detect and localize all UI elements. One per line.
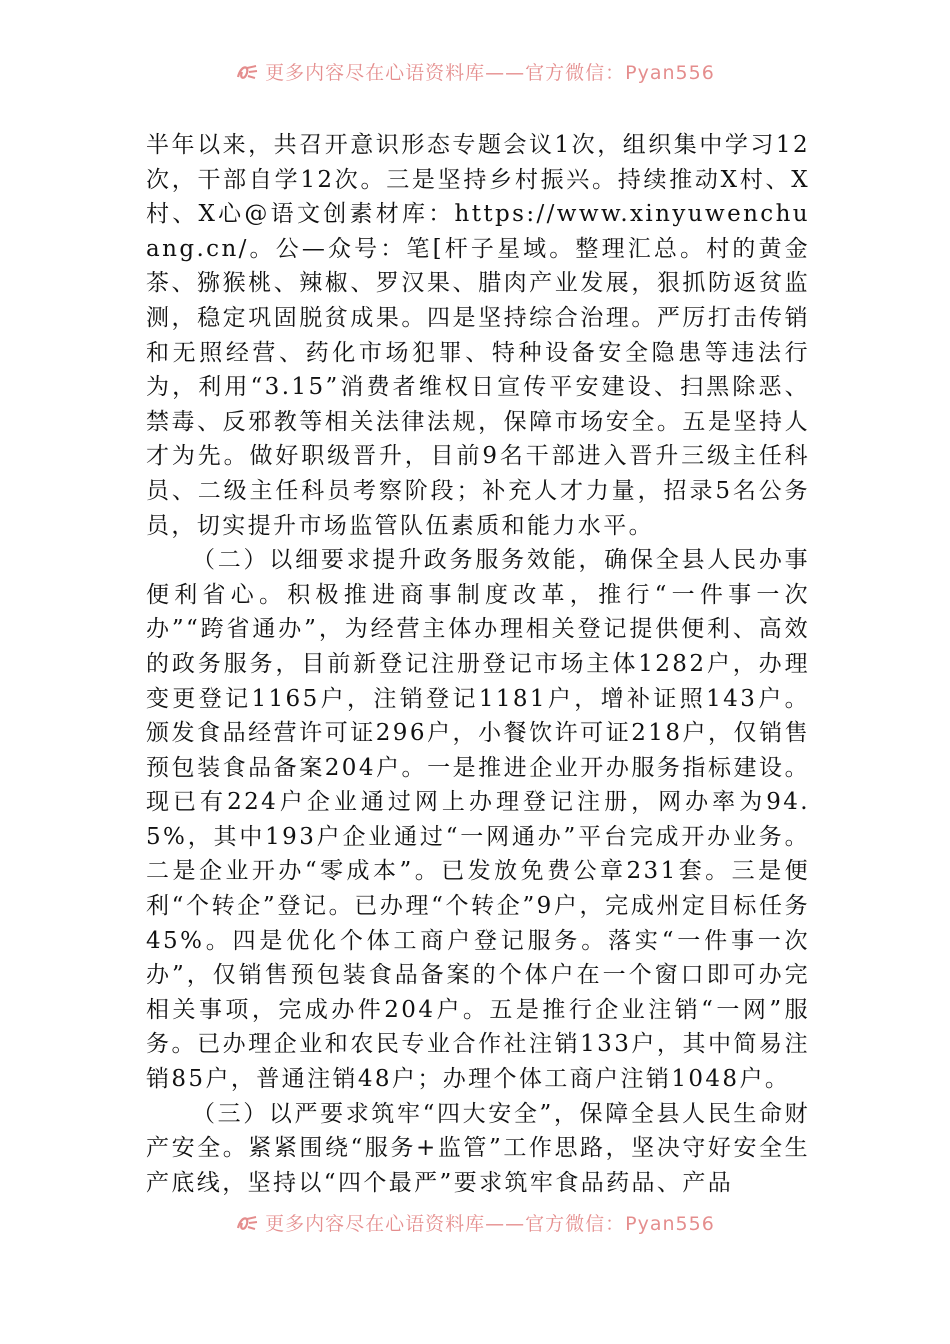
watermark-logo-icon [235, 62, 259, 82]
watermark-header [0, 58, 950, 85]
paragraph-1: 半年以来，共召开意识形态专题会议1次，组织集中学习12次，干部自学12次。三是坚持乡村振兴。持续推动X村、X村、X心@语文创素材库：https://www.xinyuwenchuang.cn/。公—众号：笔[杆子星域。整理汇总。村的黄金茶、猕猴桃、辣椒、罗汉果、腊肉产业发展，狠抓防返贫监测，稳定巩固脱贫成果。四是坚持综合治理。严厉打击传销和无照经营、药化市场犯罪、特种设备安全隐患等违法行为，利用“3.15”消费者维权日宣传平安建设、扫黑除恶、禁毒、反邪教等相关法律法规，保障市场安全。五是坚持人才为先。做好职级晋升，目前9名干部进入晋升三级主任科员、二级主任科员考察阶段；补充人才力量，招录5名公务员，切实提升市场监管队伍素质和能力水平。 [146, 132, 810, 539]
watermark-text: 更多内容尽在心语资料库——官方微信：Pyan556 [265, 62, 715, 84]
watermark-logo-icon [235, 1213, 259, 1233]
watermark-footer [0, 1209, 950, 1236]
paragraph-3: （三）以严要求筑牢“四大安全”，保障全县人民生命财产安全。紧紧围绕“服务+监管”工作思路，坚决守好安全生产底线，坚持以“四个最严”要求筑牢食品药品、产品 [146, 1100, 810, 1196]
document-body [146, 128, 810, 1200]
paragraph-2: （二）以细要求提升政务服务效能，确保全县人民办事便利省心。积极推进商事制度改革，推行“一件事一次办”“跨省通办”，为经营主体办理相关登记提供便利、高效的政务服务，目前新登记注册登记市场主体1282户，办理变更登记1165户，注销登记1181户，增补证照143户。颁发食品经营许可证296户，小餐饮许可证218户，仅销售预包装食品备案204户。一是推进企业开办服务指标建设。现已有224户企业通过网上办理登记注册，网办率为94.5%，其中193户企业通过“一网通办”平台完成开办业务。二是企业开办“零成本”。已发放免费公章231套。三是便利“个转企”登记。已办理“个转企”9户，完成州定目标任务45%。四是优化个体工商户登记服务。落实“一件事一次办”，仅销售预包装食品备案的个体户在一个窗口即可办完相关事项，完成办件204户。五是推行企业注销“一网”服务。已办理企业和农民专业合作社注销133户，其中简易注销85户，普通注销48户；办理个体工商户注销1048户。 [146, 547, 810, 1093]
watermark-text: 更多内容尽在心语资料库——官方微信：Pyan556 [265, 1213, 715, 1235]
